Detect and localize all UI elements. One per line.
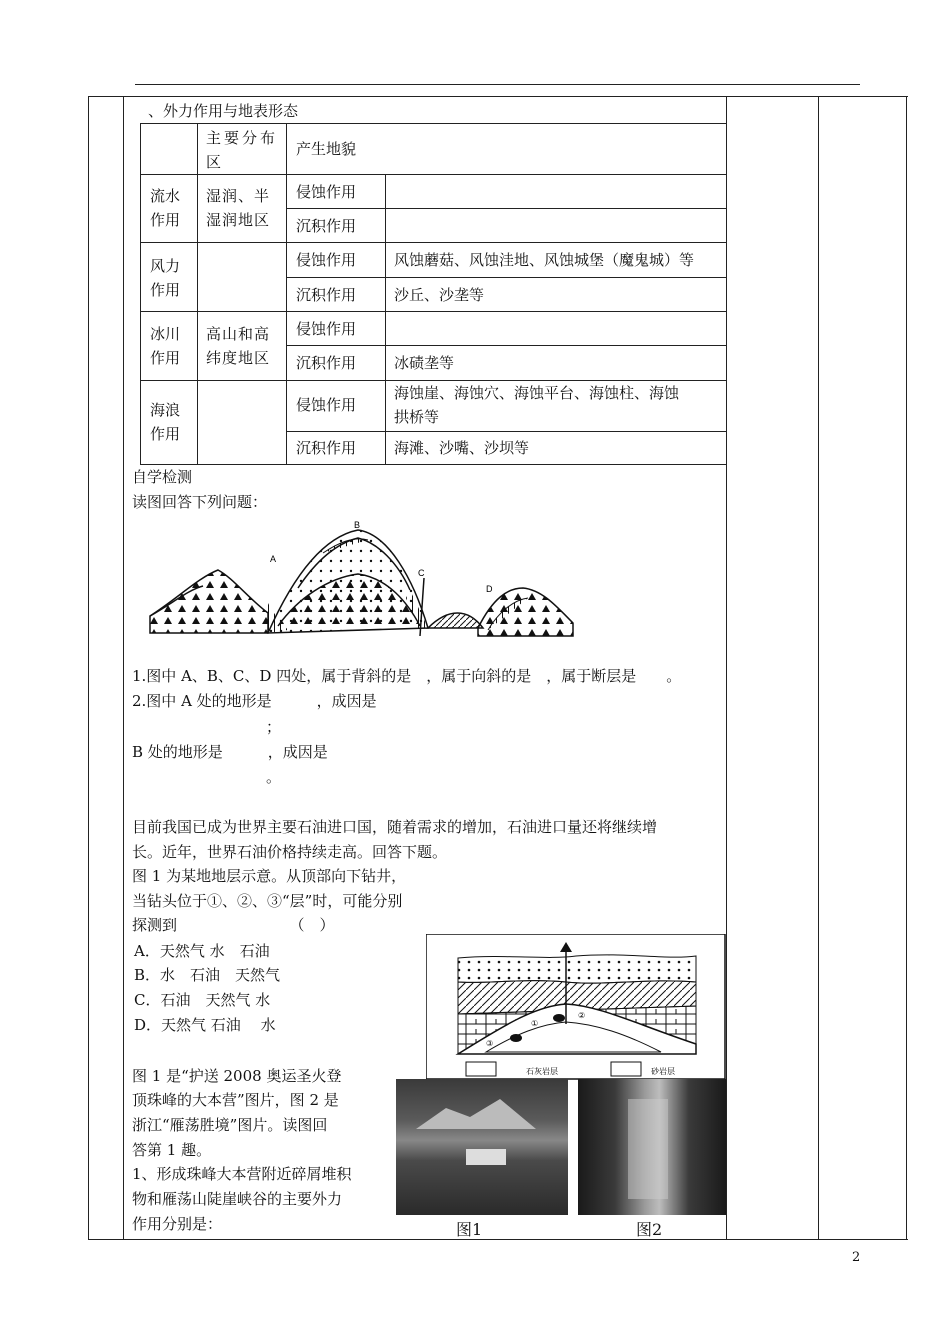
type-cell: 沉积作用 [296, 286, 357, 304]
region-cell: 湿润、半湿润地区 [206, 187, 271, 229]
photo-everest-base-camp [396, 1079, 568, 1215]
fold-diagram [148, 518, 578, 658]
tbl-line [140, 311, 726, 312]
frame-left [88, 96, 89, 1240]
oil-line-2: 当钻头位于①、②、③“层”时，可能分别 [132, 892, 403, 910]
label-b: B [354, 520, 361, 530]
section-title: 、外力作用与地表形态 [148, 102, 299, 120]
frame-right [906, 96, 907, 1240]
self-check-instruction: 读图回答下列问题： [132, 493, 268, 511]
frame-col2 [123, 96, 124, 1240]
frame-col4 [818, 96, 819, 1240]
question-2: 2.图中 A 处的地形是 ，成因是 [132, 692, 377, 710]
tbl-line [286, 431, 726, 432]
tbl-line [140, 464, 726, 465]
question-2-end: ； [266, 718, 282, 736]
photo-line-4: 答第 1 趣。 [132, 1141, 212, 1159]
type-cell: 沉积作用 [296, 354, 357, 372]
force-cell: 风力作用 [150, 257, 181, 299]
question-3-end: 。 [266, 768, 282, 786]
frame-col3 [726, 96, 727, 1240]
tbl-line [140, 123, 726, 124]
photo-line-7: 作用分别是： [132, 1215, 223, 1233]
question-1: 1.图中 A、B、C、D 四处，属于背斜的是 ，属于向斜的是 ，属于断层是 。 [132, 667, 682, 685]
header-rule [135, 84, 860, 85]
photo-line-3: 浙江“雁荡胜境”图片。读图回 [132, 1116, 328, 1134]
option-b: B．水 石油 天然气 [134, 966, 281, 984]
legend-1: 石灰岩层 [526, 1067, 558, 1076]
header-landform: 产生地貌 [296, 140, 357, 158]
photo-line-2: 顶珠峰的大本营”图片，图 2 是 [132, 1091, 339, 1109]
region-cell: 高山和高纬度地区 [206, 325, 271, 367]
tbl-line [197, 123, 198, 464]
option-c: C．石油 天然气 水 [134, 991, 271, 1009]
type-cell: 侵蚀作用 [296, 183, 357, 201]
landform-cell: 海滩、沙嘴、沙坝等 [394, 439, 530, 457]
landform-cell: 海蚀崖、海蚀穴、海蚀平台、海蚀柱、海蚀拱桥等 [394, 384, 680, 426]
tbl-line [286, 208, 726, 209]
tbl-line [286, 123, 287, 464]
force-cell: 海浪作用 [150, 401, 181, 443]
oil-line-3: 探测到 （ ） [132, 916, 335, 934]
photo-line-1: 图 1 是“护送 2008 奥运圣火登 [132, 1067, 342, 1085]
type-cell: 沉积作用 [296, 217, 357, 235]
header-region: 主要分布区 [206, 129, 279, 171]
option-a: A．天然气 水 石油 [134, 942, 270, 960]
tbl-line [286, 345, 726, 346]
question-3: B 处的地形是 ，成因是 [132, 743, 328, 761]
label-circle-2: ② [578, 1011, 586, 1020]
photo-yandang-mountain [578, 1079, 726, 1215]
tbl-line [140, 242, 726, 243]
label-c: C [418, 568, 425, 578]
tbl-line [385, 174, 386, 464]
oil-intro-2: 长。近年，世界石油价格持续走高。回答下题。 [132, 843, 448, 861]
oil-line-1: 图 1 为某地地层示意。从顶部向下钻井， [132, 867, 407, 885]
oil-intro-1: 目前我国已成为世界主要石油进口国，随着需求的增加，石油进口量还将继续增 [132, 818, 658, 836]
frame-bottom [88, 1239, 908, 1240]
self-check-title: 自学检测 [132, 468, 193, 486]
type-cell: 侵蚀作用 [296, 396, 357, 414]
label-d: D [486, 584, 493, 594]
type-cell: 侵蚀作用 [296, 251, 357, 269]
landform-cell: 沙丘、沙垄等 [394, 286, 485, 304]
fig1-label: 图1 [456, 1220, 483, 1239]
force-cell: 流水作用 [150, 187, 181, 229]
tbl-line [140, 123, 141, 464]
label-a: A [270, 554, 277, 564]
photo-line-6: 物和雁荡山陡崖峡谷的主要外力 [132, 1190, 343, 1208]
force-cell: 冰川作用 [150, 325, 181, 367]
label-circle-3: ③ [486, 1039, 494, 1048]
label-circle-1: ① [531, 1019, 539, 1028]
fig2-label: 图2 [636, 1220, 663, 1239]
tbl-line [140, 174, 726, 175]
type-cell: 侵蚀作用 [296, 320, 357, 338]
page-number: 2 [852, 1250, 861, 1265]
legend-2: 砂岩层 [651, 1067, 675, 1076]
option-d: D．天然气 石油 水 [134, 1016, 276, 1034]
frame-top [88, 96, 908, 97]
landform-cell: 冰碛垄等 [394, 354, 455, 372]
photo-line-5: 1、形成珠峰大本营附近碎屑堆积 [132, 1165, 352, 1183]
type-cell: 沉积作用 [296, 439, 357, 457]
strata-diagram [426, 934, 726, 1080]
landform-cell: 风蚀蘑菇、风蚀洼地、风蚀城堡（魔鬼城）等 [394, 251, 695, 269]
tbl-line [286, 277, 726, 278]
